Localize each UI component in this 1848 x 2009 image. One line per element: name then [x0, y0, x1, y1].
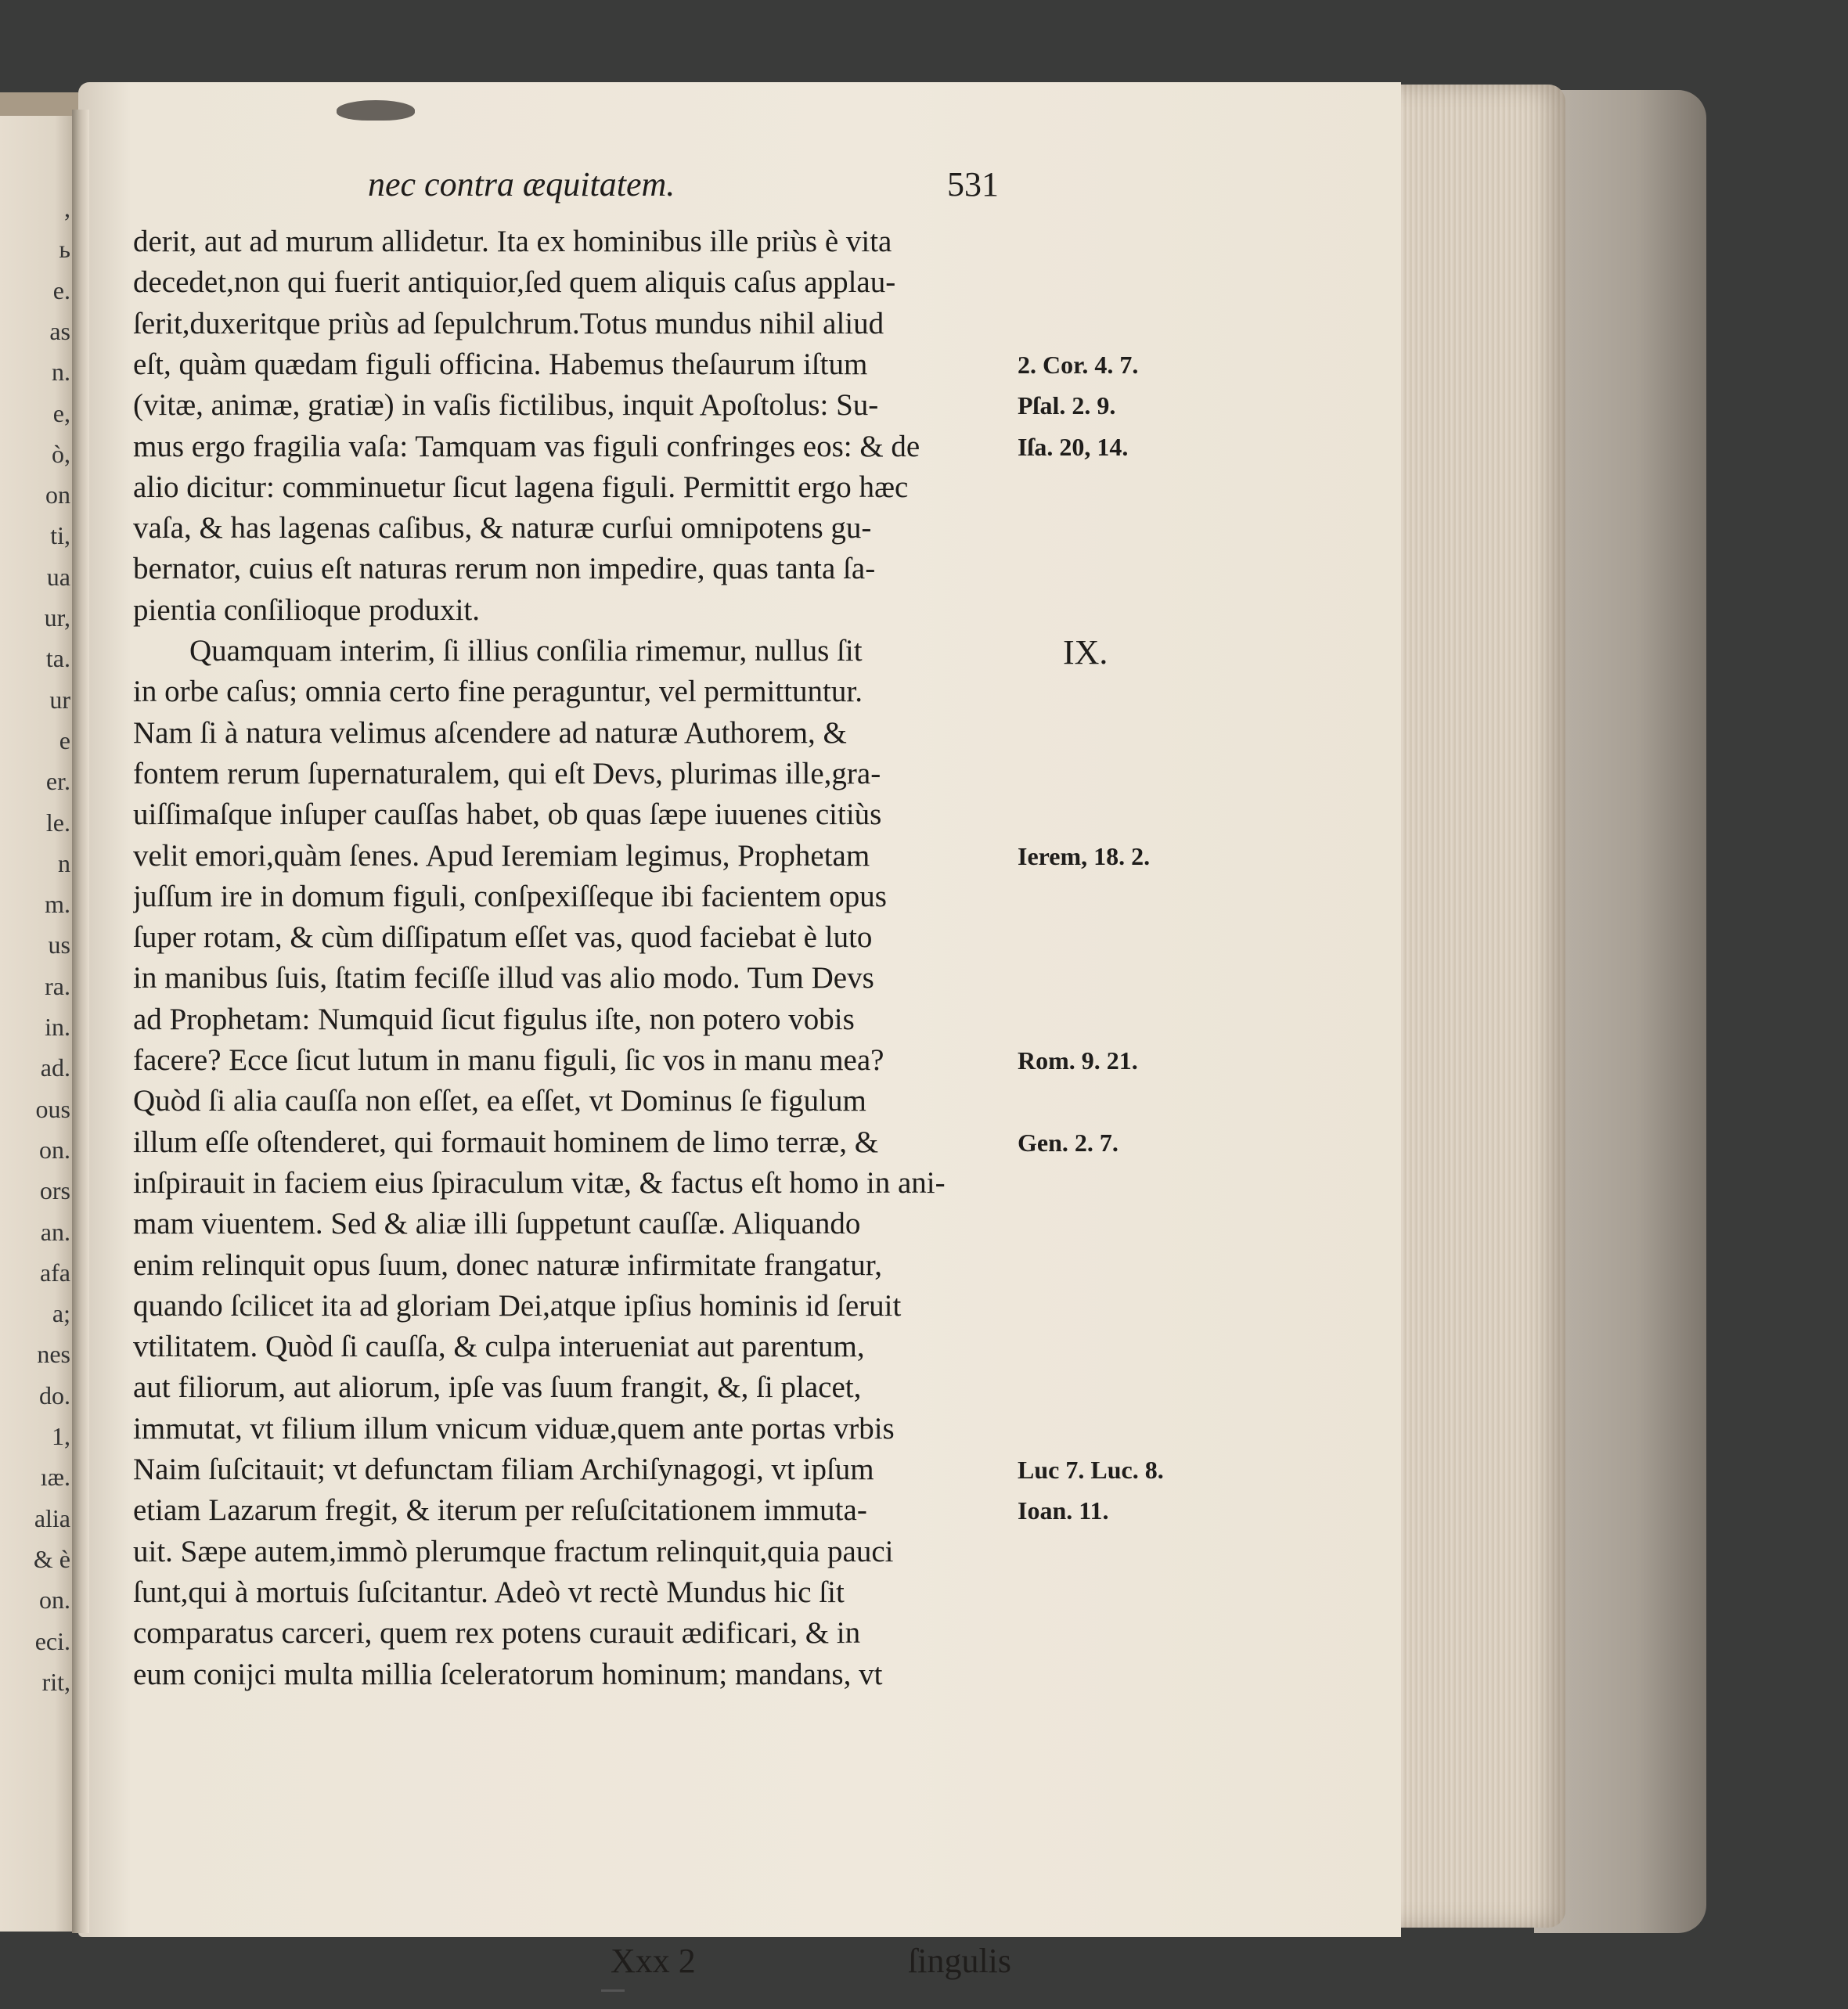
text-line: quando ſcilicet ita ad gloriam Dei,atque ipſius hominis id ſeruit — [133, 1288, 902, 1323]
left-page-text-fragment: n. — [52, 358, 70, 387]
signature-mark: Xxx 2 — [611, 1942, 696, 1980]
text-line: Naim ſuſcitauit; vt defunctam filiam Archiſynagogi, vt ipſum — [133, 1453, 874, 1486]
text-line: alio dicitur: comminuetur ſicut lagena figuli. Permittit ergo hæc — [133, 470, 909, 504]
left-page-text-fragment: le. — [45, 808, 70, 837]
left-page-text-fragment: ta. — [45, 644, 70, 673]
left-page-text-fragment: ò, — [52, 439, 70, 468]
left-page-text-fragment: as — [49, 316, 70, 345]
left-page-text-fragment: eci. — [34, 1626, 70, 1655]
page-footer — [133, 1941, 1018, 1988]
text-line: derit, aut ad murum allidetur. Ita ex hominibus ille priùs è vita — [133, 225, 892, 258]
left-page-text-fragment: er. — [45, 767, 70, 796]
left-page-text-fragment: 1, — [52, 1422, 70, 1450]
text-line: vaſa, & has lagenas caſibus, & naturæ curſui omnipotens gu- — [133, 511, 872, 545]
text-line: aut filiorum, aut aliorum, ipſe vas ſuum frangit, &, ſi placet, — [133, 1370, 862, 1405]
margin-reference: Ierem, 18. 2. — [1018, 841, 1151, 870]
text-line: (vitæ, animæ, gratiæ) in vaſis fictilibus, inquit Apoſtolus: Su- — [133, 388, 879, 423]
text-line: uiſſimaſque inſuper cauſſas habet, ob quas ſæpe iuuenes citiùs — [133, 797, 882, 832]
running-title: nec contra æquitatem. — [368, 165, 675, 203]
text-line: in orbe caſus; omnia certo fine peraguntur, vel permittuntur. — [133, 675, 863, 709]
left-page — [0, 116, 78, 1932]
margin-reference: Iſa. 20, 14. — [1018, 432, 1129, 461]
page-number: 531 — [947, 165, 999, 203]
left-page-text-fragment: on — [45, 481, 70, 509]
text-line: mus ergo fragilia vaſa: Tamquam vas figuli confringes eos: & de — [133, 429, 920, 463]
text-line: pientia conſilioque produxit. — [133, 592, 480, 627]
text-line: vtilitatem. Quòd ſi cauſſa, & culpa interueniat aut parentum, — [133, 1330, 865, 1364]
text-line: ad Prophetam: Numquid ſicut figulus iſte, non potero vobis — [133, 1002, 855, 1036]
margin-reference: Pſal. 2. 9. — [1018, 391, 1116, 420]
text-line: inſpirauit in faciem eius ſpiraculum vitæ, & factus eſt homo in ani- — [133, 1165, 946, 1200]
left-page-text-fragment: & è — [33, 1544, 70, 1573]
left-page-text-fragment: n — [58, 848, 70, 877]
left-page-text-fragment: us — [48, 931, 70, 959]
left-page-text-fragment: ra. — [45, 971, 70, 1000]
left-page-text-fragment: ua — [46, 562, 70, 591]
text-line: ſunt,qui à mortuis ſuſcitantur. Adeò vt rectè Mundus hic ſit — [133, 1575, 845, 1609]
text-line: comparatus carceri, quem rex potens curauit ædificari, & in — [133, 1616, 861, 1651]
section-number: IX. — [1063, 633, 1108, 671]
text-line: eſt, quàm quædam figuli officina. Habemus theſaurum iſtum — [133, 347, 868, 381]
text-line: Quamquam interim, ſi illius conſilia rimemur, nullus ſit — [189, 634, 863, 668]
left-page-text-fragment: rit, — [41, 1667, 70, 1696]
left-page-text-fragment: ur — [49, 685, 70, 714]
left-page-text-fragment: nes — [37, 1340, 70, 1369]
left-page-text-fragment: on. — [39, 1586, 70, 1615]
margin-reference: Ioan. 11. — [1018, 1496, 1109, 1525]
text-line: Nam ſi à natura velimus aſcendere ad naturæ Authorem, & — [133, 715, 847, 750]
left-page-text-fragment: ous — [35, 1094, 70, 1123]
text-line: juſſum ire in domum figuli, conſpexiſſeque ibi facientem opus — [133, 879, 887, 913]
text-line: velit emori,quàm ſenes. Apud Ieremiam legimus, Prophetam — [133, 838, 870, 873]
text-line: facere? Ecce ſicut lutum in manu figuli, ſic vos in manu mea? — [133, 1043, 884, 1077]
text-line: fontem rerum ſupernaturalem, qui eſt Devs, plurimas ille,gra- — [133, 756, 881, 790]
text-line: Quòd ſi alia cauſſa non eſſet, ea eſſet, vt Dominus ſe figulum — [133, 1084, 866, 1118]
margin-reference: Luc 7. Luc. 8. — [1018, 1456, 1164, 1484]
signature-underline — [601, 1989, 625, 1992]
text-line: etiam Lazarum fregit, & iterum per reſuſcitationem immuta- — [133, 1493, 867, 1528]
left-page-text-fragment: on. — [39, 1135, 70, 1164]
left-page-text-fragment: in. — [45, 1013, 70, 1041]
ink-blot — [337, 100, 415, 121]
text-line: ſuper rotam, & cùm diſſipatum eſſet vas, quod faciebat è luto — [133, 920, 873, 955]
text-line: decedet,non qui fuerit antiquior,ſed quem aliquis caſus applau- — [133, 265, 896, 300]
text-line: immutat, vt filium illum vnicum viduæ,quem ante portas vrbis — [133, 1411, 895, 1446]
text-line: enim relinquit opus ſuum, donec naturæ infirmitate frangatur, — [133, 1248, 882, 1282]
left-page-text-fragment: a; — [52, 1299, 70, 1328]
left-page-text-fragment: , — [64, 194, 70, 222]
left-page-text-fragment: an. — [40, 1217, 70, 1246]
left-page-text-fragment: e. — [52, 275, 70, 304]
catchword: ſingulis — [908, 1942, 1012, 1980]
left-page-text-fragment: ь — [59, 235, 70, 264]
text-line: in manibus ſuis, ſtatim feciſſe illud vas alio modo. Tum Devs — [133, 961, 874, 995]
text-line: bernator, cuius eſt naturas rerum non impedire, quas tanta ſa- — [133, 552, 876, 586]
left-page-text-fragment: ur, — [44, 603, 70, 632]
text-line: illum eſſe oſtenderet, qui formauit hominem de limo terræ, & — [133, 1125, 879, 1159]
margin-reference: Gen. 2. 7. — [1018, 1128, 1119, 1157]
text-line: eum conijci multa millia ſceleratorum hominum; mandans, vt — [133, 1657, 883, 1691]
left-page-text-fragment: m. — [45, 890, 70, 919]
book-gutter — [72, 110, 89, 1933]
left-page-text-fragment: ad. — [40, 1053, 70, 1082]
text-line: mam viuentem. Sed & aliæ illi ſuppetunt cauſſæ. Aliquando — [133, 1207, 861, 1241]
left-page-text-fragment: e — [59, 725, 70, 754]
text-line: uit. Sæpe autem,immò plerumque fractum relinquit,quia pauci — [133, 1534, 894, 1568]
margin-reference: Rom. 9. 21. — [1018, 1046, 1138, 1075]
left-page-text-fragment: afa — [39, 1258, 70, 1287]
left-page-text-fragment: ors — [39, 1176, 70, 1205]
text-line: ſerit,duxeritque priùs ad ſepulchrum.Totus mundus nihil aliud — [133, 306, 884, 340]
margin-reference: 2. Cor. 4. 7. — [1018, 350, 1139, 379]
left-page-text-fragment: ti, — [50, 521, 70, 550]
page-header — [133, 164, 1018, 211]
left-page-text-fragment: do. — [39, 1381, 70, 1410]
left-page-text-fragment: e, — [52, 398, 70, 427]
left-page-text-fragment: alia — [34, 1503, 70, 1532]
left-page-text-fragment: ıæ. — [40, 1463, 70, 1492]
